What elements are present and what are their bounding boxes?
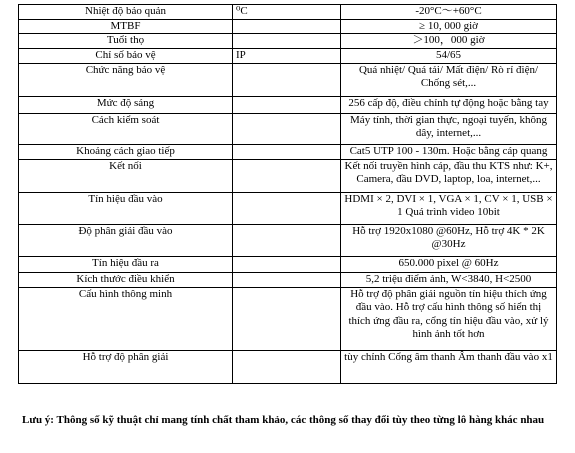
spec-label: Kích thước điều khiển [19,272,233,287]
spec-row [19,63,557,96]
spec-unit [233,96,341,113]
spec-unit [233,63,341,96]
spec-value: Quá nhiệt/ Quá tải/ Mất điện/ Rò rỉ điện/ Chống sét,... [341,63,557,96]
spec-unit [233,144,341,159]
spec-label: Mức độ sáng [19,96,233,113]
spec-value: tùy chỉnh Cổng âm thanh Âm thanh đầu vào x1 [341,350,557,383]
spec-unit [233,19,341,34]
spec-row [19,192,557,224]
spec-row [19,96,557,113]
spec-label: Cấu hình thông minh [19,287,233,350]
spec-unit [233,256,341,272]
spec-value: 650.000 pixel @ 60Hz [341,256,557,272]
spec-label: Tín hiệu đầu vào [19,192,233,224]
spec-row [19,144,557,159]
spec-label: Nhiệt độ bảo quản [19,5,233,20]
spec-row [19,224,557,256]
spec-table-body [19,5,557,384]
spec-label: Hỗ trợ độ phân giải [19,350,233,383]
spec-row [19,256,557,272]
spec-row [19,272,557,287]
spec-unit [233,159,341,192]
spec-label: Tín hiệu đầu ra [19,256,233,272]
spec-value: Cat5 UTP 100 - 130m. Hoặc bằng cáp quang [341,144,557,159]
spec-value: Hỗ trợ độ phân giải nguồn tín hiệu thích ứng đầu vào. Hỗ trợ cấu hình thông số hiển thị thích ứng đầu ra, cổng tín hiệu đầu vào, xử lý hình ảnh tốt hơn [341,287,557,350]
spec-unit [233,287,341,350]
spec-row [19,113,557,144]
spec-value: 54/65 [341,49,557,64]
spec-unit: IP [233,49,341,64]
spec-label: Tuổi thọ [19,34,233,49]
spec-label: Cách kiểm soát [19,113,233,144]
disclaimer-note: Lưu ý: Thông số kỹ thuật chỉ mang tính chất tham khảo, các thông số thay đổi tùy theo từng lô hàng khác nhau [22,414,545,426]
spec-row [19,49,557,64]
spec-value: -20°C～+60°C [341,5,557,20]
spec-value: Kết nối truyền hình cáp, đầu thu KTS như: K+, Camera, đầu DVD, laptop, loa, internet,... [341,159,557,192]
spec-unit: ⁰C [233,5,341,20]
spec-label: Chức năng bảo vệ [19,63,233,96]
spec-label: Độ phân giải đầu vào [19,224,233,256]
spec-value: HDMI × 2, DVI × 1, VGA × 1, CV × 1, USB × 1 Quá trình video 10bit [341,192,557,224]
spec-label: Chỉ số bảo vệ [19,49,233,64]
spec-row [19,19,557,34]
spec-unit [233,34,341,49]
spec-value: 256 cấp độ, điều chỉnh tự động hoặc bằng tay [341,96,557,113]
spec-row [19,159,557,192]
spec-row [19,287,557,350]
spec-value: Hỗ trợ 1920x1080 @60Hz, Hỗ trợ 4K * 2K @30Hz [341,224,557,256]
spec-value: ≥ 10, 000 giờ [341,19,557,34]
spec-row [19,5,557,20]
spec-table [18,4,557,384]
spec-label: Kết nối [19,159,233,192]
spec-unit [233,224,341,256]
spec-label: Khoảng cách giao tiếp [19,144,233,159]
spec-row [19,34,557,49]
spec-label: MTBF [19,19,233,34]
spec-unit [233,113,341,144]
spec-unit [233,192,341,224]
spec-unit [233,272,341,287]
spec-value: ＞100，000 giờ [341,34,557,49]
spec-row [19,350,557,383]
spec-value: 5,2 triệu điểm ảnh, W<3840, H<2500 [341,272,557,287]
spec-value: Máy tính, thời gian thực, ngoại tuyến, không dây, internet,... [341,113,557,144]
spec-unit [233,350,341,383]
